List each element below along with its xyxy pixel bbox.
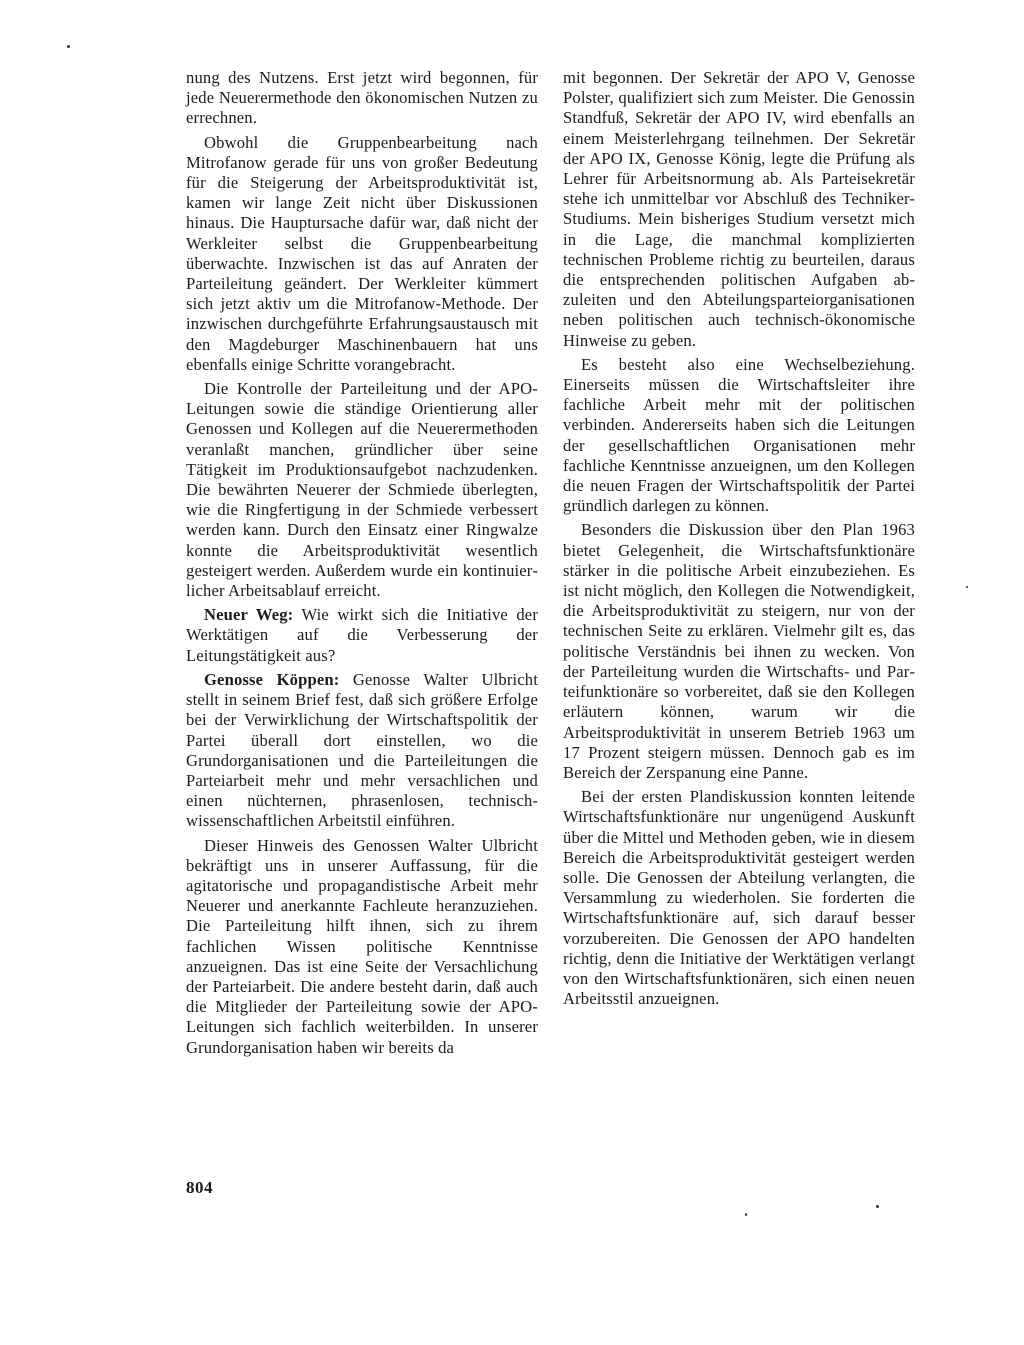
paragraph xyxy=(563,355,915,517)
right-column xyxy=(563,68,915,1013)
paragraph-text: mit begonnen. Der Sekretär der APO V, Genosse Polster, qualifiziert sich zum Meister. Die Genossin Standfuß, Sekretär der APO IV, wird ebenfalls an einem Meisterlehrgang teilnehmen. Der Sekretär der APO IX, Genosse König, legte die Prüfung als Lehrer für Arbeitsnormung ab. Als Parteisekretär stehe ich unmittelbar vor Abschluß des Techniker-Studiums. Mein bisheriges Studium versetzt mich in die Lage, die manchmal komplizierten technischen Probleme richtig zu beurteilen, daraus die entsprechenden politischen Aufgaben abzuleiten und den Abteilungsparteiorganisationen neben politischen auch technisch-ökonomische Hinweise zu geben. xyxy=(563,68,915,350)
paragraph-text: Wie wirkt sich die Initiative der Werktätigen auf die Verbesserung der Leitungstätigkeit aus? xyxy=(186,605,538,665)
scan-speck xyxy=(745,1213,747,1216)
paragraph-text: nung des Nutzens. Erst jetzt wird begonnen, für jede Neuerermethode den ökonomischen Nutzen zu errechnen. xyxy=(186,68,538,128)
scan-speck xyxy=(876,1205,879,1208)
paragraph-text: Bei der ersten Plandiskussion konnten leitende Wirtschaftsfunktionäre nur ungenügend Auskunft über die Mittel und Methoden geben, wie in diesem Bereich die Arbeitsproduktivität gesteigert werden solle. Die Genossen der Abteilung verlangten, die Versammlung zu wiederholen. Sie forderten die Wirtschaftsfunktionäre auf, sich darauf besser vorzubereiten. Die Genossen der APO handelten richtig, denn die Initiative der Werktätigen verlangt von den Wirtschaftsfunktionären, sich einen neuen Arbeitsstil anzueignen. xyxy=(563,787,915,1009)
paragraph xyxy=(186,379,538,601)
speaker-label: Neuer Weg: xyxy=(204,605,294,625)
left-column xyxy=(186,68,538,1062)
speaker-label: Genosse Köppen: xyxy=(204,669,340,689)
paragraph xyxy=(186,68,538,129)
scan-speck xyxy=(67,45,70,48)
paragraph-text: Besonders die Diskussion über den Plan 1963 bietet Gelegenheit, die Wirtschaftsfunktionäre stärker in die politische Arbeit einzubeziehen. Es ist nicht möglich, den Kollegen die Notwendigkeit, die Arbeitsproduktivität zu steigern, nur von der technischen Seite zu erklären. Vielmehr gilt es, das politische Verständnis bei ihnen zu wecken. Von der Parteileitung wurden die Wirtschafts- und Parteifunktionäre so vorbereitet, daß sie den Kollegen erläutern können, warum wir die Arbeitsproduktivität in unserem Betrieb 1963 um 17 Prozent steigern müssen. Dennoch gab es im Bereich der Zerspanung eine Panne. xyxy=(563,520,915,782)
paragraph xyxy=(186,670,538,832)
paragraph xyxy=(186,133,538,375)
paragraph xyxy=(563,68,915,351)
paragraph-text: Die Kontrolle der Parteileitung und der APO-Leitungen sowie die ständige Orientierung aller Genossen und Kollegen auf die Neuerermethoden veranlaßt manchen, gründlicher über seine Tätigkeit im Produktionsaufgebot nachzudenken. Die bewährten Neuerer der Schmiede überlegten, wie die Ringfertigung in der Schmiede verbessert werden kann. Durch den Einsatz einer Ringwalze konnte die Arbeitsproduktivität wesentlich gesteigert werden. Außerdem wurde ein kontinuierlicher Arbeitsablauf erreicht. xyxy=(186,379,538,601)
page-number: 804 xyxy=(186,1178,213,1197)
paragraph xyxy=(186,836,538,1058)
paragraph-text: Genosse Walter Ulbricht stellt in seinem Brief fest, daß sich größere Erfolge bei der Verwirklichung der Wirtschaftspolitik der Partei überall dort einstellen, wo die Grundorganisationen und die Parteileitungen die Parteiarbeit mehr und mehr versachlichen und einen nüchternen, phrasenlosen, technischwissenschaftlichen Arbeitstil einführen. xyxy=(186,669,538,831)
paragraph xyxy=(563,787,915,1009)
paragraph xyxy=(563,520,915,783)
paragraph-text: Dieser Hinweis des Genossen Walter Ulbricht bekräftigt uns in unserer Auffassung, für die agitatorische und propagandistische Arbeit mehr Neuerer und anerkannte Fachleute heranzuziehen. Die Parteileitung hilft ihnen, sich zu ihrem fachlichen Wissen politische Kenntnisse anzueignen. Das ist eine Seite der Versachlichung der Parteiarbeit. Die andere besteht darin, daß auch die Mitglieder der Parteileitung sowie der APO-Leitungen sich fachlich weiterbilden. In unserer Grundorganisation haben wir bereits da xyxy=(186,835,538,1057)
paragraph-text: Obwohl die Gruppenbearbeitung nach Mitrofanow gerade für uns von großer Bedeutung für die Steigerung der Arbeitsproduktivität ist, kamen wir lange Zeit nicht über Diskussionen hinaus. Die Hauptursache dafür war, daß nicht der Werkleiter selbst die Gruppenbearbeitung überwachte. Inzwischen ist das auf Anraten der Parteileitung geändert. Der Werkleiter kümmert sich jetzt aktiv um die Mitrofanow-Methode. Der inzwischen durchgeführte Erfahrungsaustausch mit den Magdeburger Maschinenbauern hat uns ebenfalls einige Schritte vorangebracht. xyxy=(186,132,538,374)
scan-speck xyxy=(966,586,968,588)
paragraph xyxy=(186,605,538,666)
paragraph-text: Es besteht also eine Wechselbeziehung. Einerseits müssen die Wirtschaftsleiter ihre fachliche Arbeit mehr mit der politischen verbinden. Andererseits haben sich die Leitungen der gesellschaftlichen Organisationen mehr fachliche Kenntnisse anzueignen, um den Kollegen die neuen Fragen der Wirtschaftspolitik der Partei gründlich darlegen zu können. xyxy=(563,354,915,516)
